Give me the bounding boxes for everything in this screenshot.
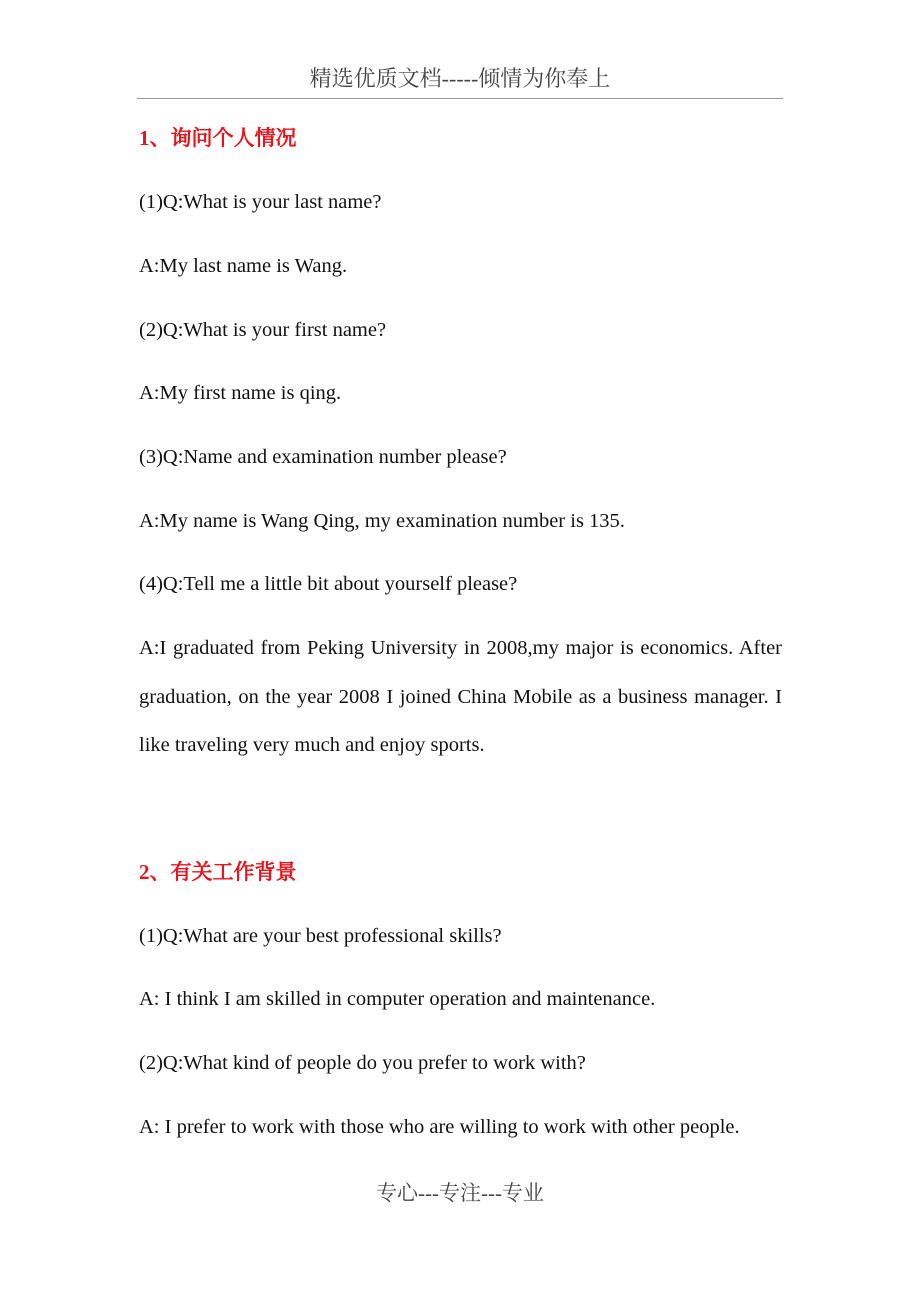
question-last-name: (1)Q:What is your last name?	[139, 191, 382, 213]
answer-first-name: A:My first name is qing.	[139, 382, 342, 404]
answer-preferred-coworkers: A: I prefer to work with those who are willing to work with other people.	[139, 1116, 740, 1138]
question-preferred-coworkers: (2)Q:What kind of people do you prefer to work with?	[139, 1052, 586, 1074]
answer-about-yourself: A:I graduated from Peking University in 2008,my major is economics. After graduation, on the year 2008 I joined China Mobile as a business manager. I like traveling very much and enjoy sports.	[139, 637, 782, 756]
question-first-name: (2)Q:What is your first name?	[139, 319, 387, 341]
answer-last-name: A:My last name is Wang.	[139, 255, 348, 277]
question-examination-number: (3)Q:Name and examination number please?	[139, 446, 507, 468]
page-header: 精选优质文档-----倾情为你奉上	[309, 66, 611, 91]
header-divider	[137, 98, 783, 99]
page-footer: 专心---专注---专业	[376, 1181, 544, 1205]
question-about-yourself: (4)Q:Tell me a little bit about yourself please?	[139, 573, 518, 595]
answer-professional-skills: A: I think I am skilled in computer operation and maintenance.	[139, 988, 656, 1010]
answer-examination-number: A:My name is Wang Qing, my examination number is 135.	[139, 510, 625, 532]
question-professional-skills: (1)Q:What are your best professional skills?	[139, 925, 502, 947]
section-heading-work-background: 2、有关工作背景	[139, 860, 297, 884]
section-heading-personal: 1、询问个人情况	[139, 126, 297, 150]
